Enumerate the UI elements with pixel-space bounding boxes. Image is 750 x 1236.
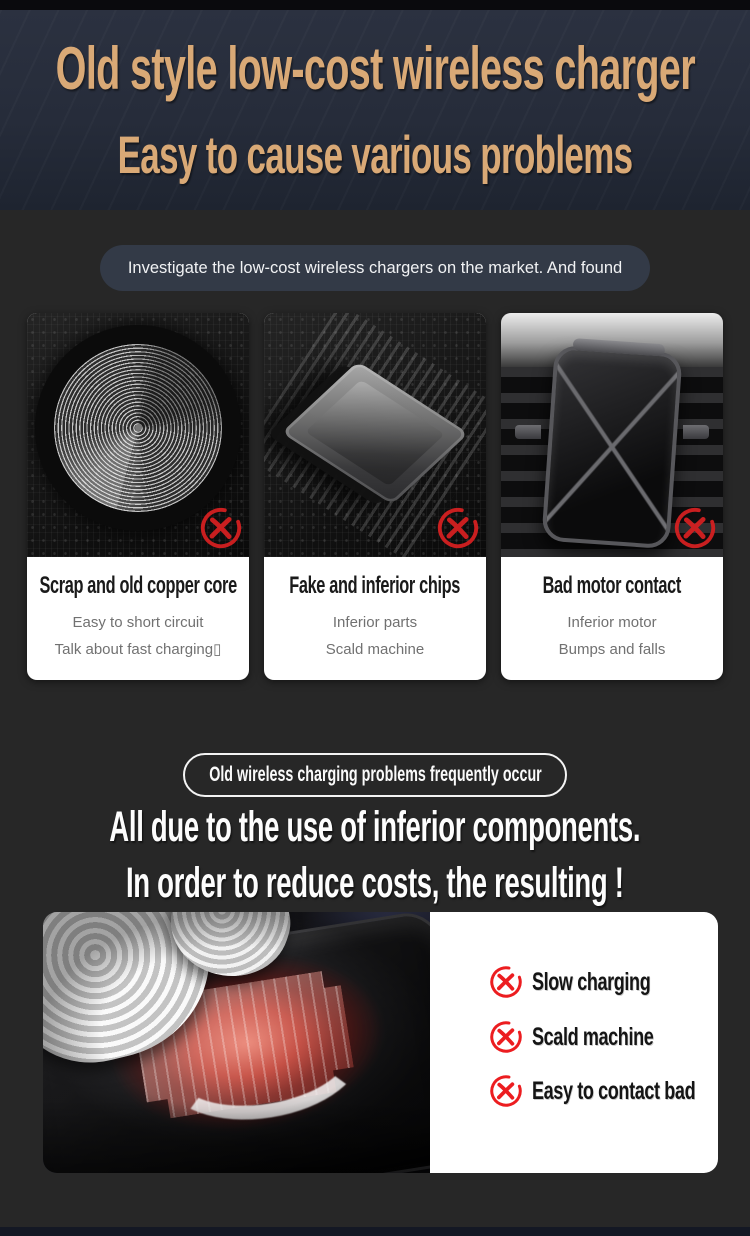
investigation-banner: [100, 245, 650, 291]
copper-coil: [54, 344, 222, 512]
card-text-area: [501, 557, 723, 663]
vent-mount-image: [501, 313, 723, 557]
mount-arm-left: [515, 425, 541, 439]
hero-title-line1: Old style low-cost wireless charger: [55, 34, 695, 102]
card-subtitle: Easy to short circuit: [72, 614, 204, 631]
headline-inferior-components: [0, 801, 750, 853]
card-subtitle: Inferior motor: [567, 614, 657, 631]
x-stamp-icon: [435, 505, 481, 551]
issue-row: [488, 1073, 750, 1109]
headline-reduce-costs: [0, 857, 750, 909]
overheating-charger-photo: [43, 912, 430, 1173]
investigation-banner-text: Investigate the low-cost wireless chargers on the market. And found: [127, 258, 623, 277]
card-subtitle: Talk about fast charging▯: [54, 641, 222, 658]
card-text-area: [264, 557, 486, 663]
card-subtitle: Bumps and falls: [558, 641, 666, 658]
card-subtitle: Inferior parts: [332, 614, 418, 631]
headline-text: All due to the use of inferior components.: [109, 802, 641, 851]
problem-cards-row: [27, 313, 723, 680]
card-scrap-copper-core: [27, 313, 249, 680]
card-text-area: [27, 557, 249, 663]
issue-row: [488, 1019, 701, 1055]
card-title: Scrap and old copper core: [39, 572, 237, 599]
hero-title-line2: Easy to cause various problems: [117, 125, 633, 185]
card-bad-motor-contact: [501, 313, 723, 680]
card-subtitle: Scald machine: [325, 641, 425, 658]
top-black-strip: [0, 0, 750, 10]
hero-header: [0, 10, 750, 210]
x-stamp-icon: [672, 505, 718, 551]
hero-line-1: [0, 20, 750, 116]
x-stamp-icon: [488, 1019, 524, 1055]
issue-label: Scald machine: [532, 1022, 654, 1051]
problems-frequently-occur-badge: [183, 753, 567, 797]
mount-arm-right: [683, 425, 709, 439]
phone-mount: [541, 345, 682, 549]
footer-strip: [0, 1227, 750, 1236]
hero-line-2: [0, 116, 750, 194]
card-inferior-chips: [264, 313, 486, 680]
card-title: Fake and inferior chips: [289, 572, 461, 599]
x-stamp-icon: [488, 964, 524, 1000]
x-stamp-icon: [198, 505, 244, 551]
copper-coil-image: [27, 313, 249, 557]
card-title: Bad motor contact: [542, 572, 682, 599]
headline-text: In order to reduce costs, the resulting !: [126, 858, 624, 907]
issues-panel: [430, 912, 718, 1173]
badge-text: Old wireless charging problems frequently occur: [208, 763, 542, 786]
photo-vignette: [43, 912, 430, 1173]
x-stamp-icon: [488, 1073, 524, 1109]
issue-label: Slow charging: [532, 967, 651, 996]
chip-image: [264, 313, 486, 557]
issue-row: [488, 964, 696, 1000]
issue-label: Easy to contact bad: [532, 1076, 696, 1105]
